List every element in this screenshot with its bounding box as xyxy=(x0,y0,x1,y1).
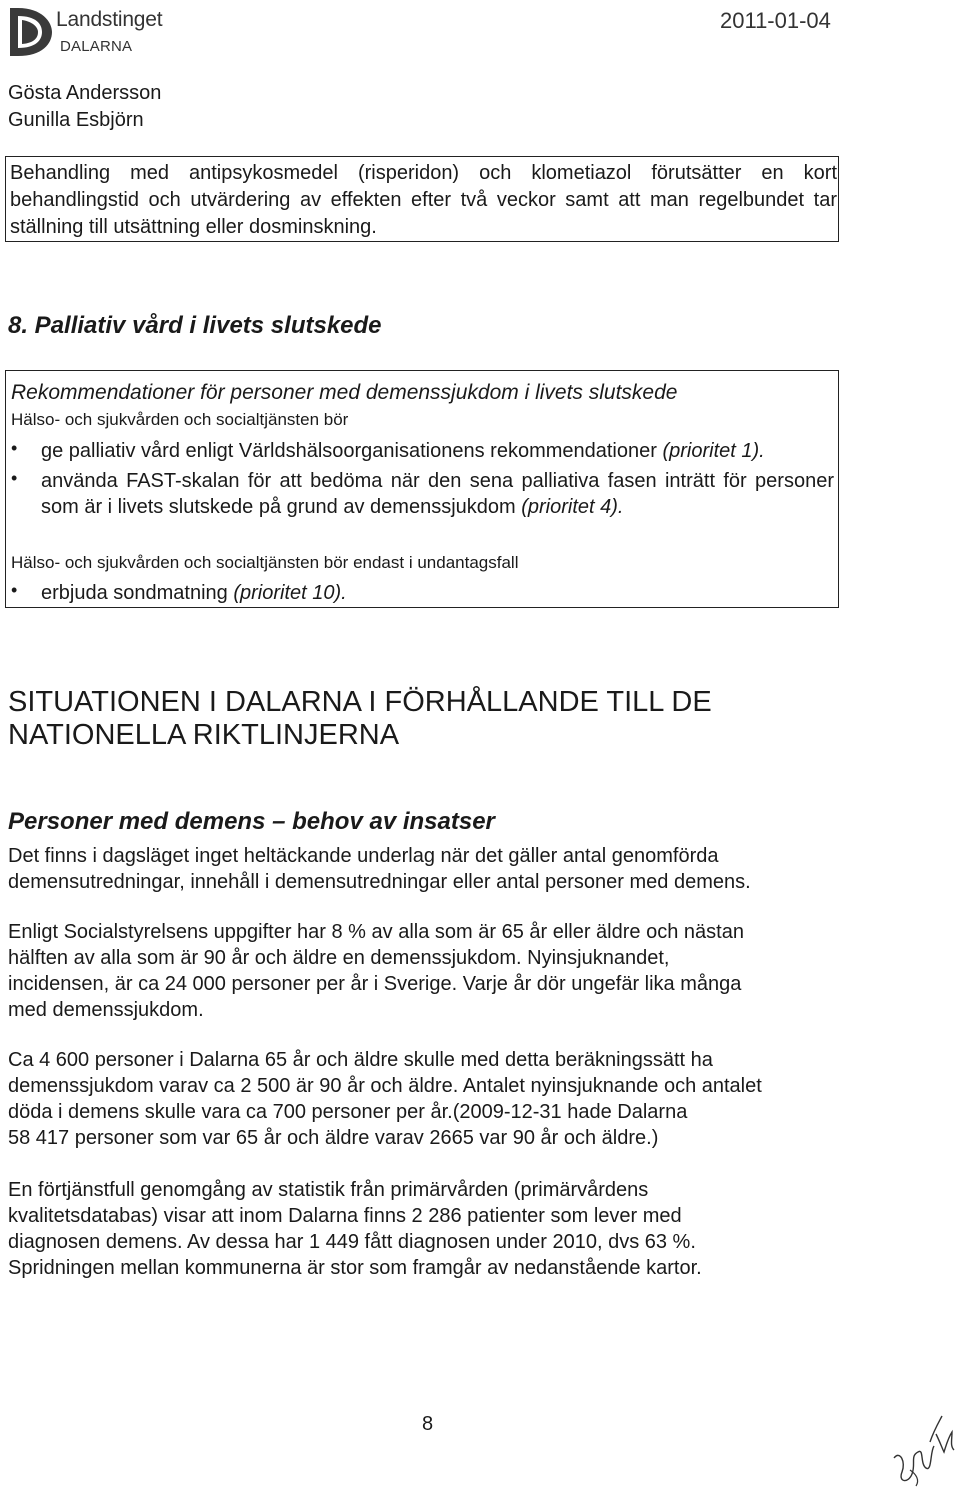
priority-label: (prioritet 4). xyxy=(521,496,624,518)
box-text: Behandling med antipsykosmedel (risperidon) och klometiazol förutsätter en kort behandlingstid och utvärdering av effekten efter två veckor samt att man regelbundet tar ställning till utsättning eller dosminskning. xyxy=(10,162,837,238)
bullet-icon: • xyxy=(11,580,18,600)
paragraph-line: 58 417 personer som var 65 år och äldre varav 2665 var 90 år och äldre.) xyxy=(8,1127,659,1149)
priority-label: (prioritet 10). xyxy=(233,582,347,604)
bullet-item xyxy=(11,438,834,464)
body-paragraph xyxy=(8,1047,828,1151)
box-title: Rekommendationer för personer med demenssjukdom i livets slutskede xyxy=(11,381,678,404)
paragraph-line: med demenssjukdom. xyxy=(8,999,204,1021)
logo-region: DALARNA xyxy=(60,38,133,55)
recommendation-box xyxy=(5,370,839,608)
landstinget-logo-icon xyxy=(8,6,54,58)
paragraph-line: kvalitetsdatabas) visar att inom Dalarna finns 2 286 patienter som lever med xyxy=(8,1205,682,1227)
chapter-heading xyxy=(8,686,712,752)
bullet-icon: • xyxy=(11,438,18,458)
body-paragraph xyxy=(8,843,828,895)
section-heading: 8. Palliativ vård i livets slutskede xyxy=(8,312,382,339)
paragraph-line: En förtjänstfull genomgång av statistik från primärvården (primärvårdens xyxy=(8,1179,649,1201)
priority-label: (prioritet 1). xyxy=(662,440,765,462)
paragraph-line: Enligt Socialstyrelsens uppgifter har 8 % av alla som är 65 år eller äldre och nästan xyxy=(8,921,744,943)
paragraph-line: demenssjukdom varav ca 2 500 är 90 år och äldre. Antalet nyinsjuknande och antalet xyxy=(8,1075,762,1097)
paragraph-line: Det finns i dagsläget inget heltäckande underlag när det gäller antal genomförda xyxy=(8,845,719,867)
bullet-text: erbjuda sondmatning xyxy=(41,582,228,604)
subsection-heading: Personer med demens – behov av insatser xyxy=(8,808,495,835)
paragraph-line: döda i demens skulle vara ca 700 personer per år.(2009-12-31 hade Dalarna xyxy=(8,1101,688,1123)
recommendation-box xyxy=(5,156,839,242)
paragraph-line: Ca 4 600 personer i Dalarna 65 år och äldre skulle med detta beräkningssätt ha xyxy=(8,1049,713,1071)
chapter-heading-line: SITUATIONEN I DALARNA I FÖRHÅLLANDE TILL DE xyxy=(8,686,712,718)
handwritten-signature-icon xyxy=(890,1412,958,1488)
paragraph-line: hälften av alla som är 90 år och äldre en demenssjukdom. Nyinsjuknandet, xyxy=(8,947,670,969)
paragraph-line: diagnosen demens. Av dessa har 1 449 fått diagnosen under 2010, dvs 63 %. xyxy=(8,1231,696,1253)
body-paragraph xyxy=(8,1177,828,1281)
body-paragraph xyxy=(8,919,828,1023)
bullet-item xyxy=(11,580,834,606)
page-number: 8 xyxy=(422,1413,434,1435)
box-intro: Hälso- och sjukvården och socialtjänsten bör xyxy=(11,410,349,429)
bullet-text: ge palliativ vård enligt Världshälsoorganisationens rekommendationer xyxy=(41,440,657,462)
author-name: Gösta Andersson xyxy=(8,82,162,104)
paragraph-line: incidensen, är ca 24 000 personer per år i Sverige. Varje år dör ungefär lika många xyxy=(8,973,742,995)
bullet-icon: • xyxy=(11,468,18,488)
chapter-heading-line: NATIONELLA RIKTLINJERNA xyxy=(8,719,400,751)
box-intro: Hälso- och sjukvården och socialtjänsten bör endast i undantagsfall xyxy=(11,553,519,572)
bullet-item xyxy=(11,468,834,520)
logo-name: Landstinget xyxy=(56,8,163,31)
bullet-text: använda FAST-skalan för att bedöma när den sena palliativa fasen inträtt för personer som är i livets slutskede på grund av demenssjukdom xyxy=(41,470,834,518)
author-name: Gunilla Esbjörn xyxy=(8,109,144,131)
paragraph-line: Spridningen mellan kommunerna är stor som framgår av nedanstående kartor. xyxy=(8,1257,702,1279)
paragraph-line: demensutredningar, innehåll i demensutredningar eller antal personer med demens. xyxy=(8,871,751,893)
document-date: 2011-01-04 xyxy=(720,8,831,33)
